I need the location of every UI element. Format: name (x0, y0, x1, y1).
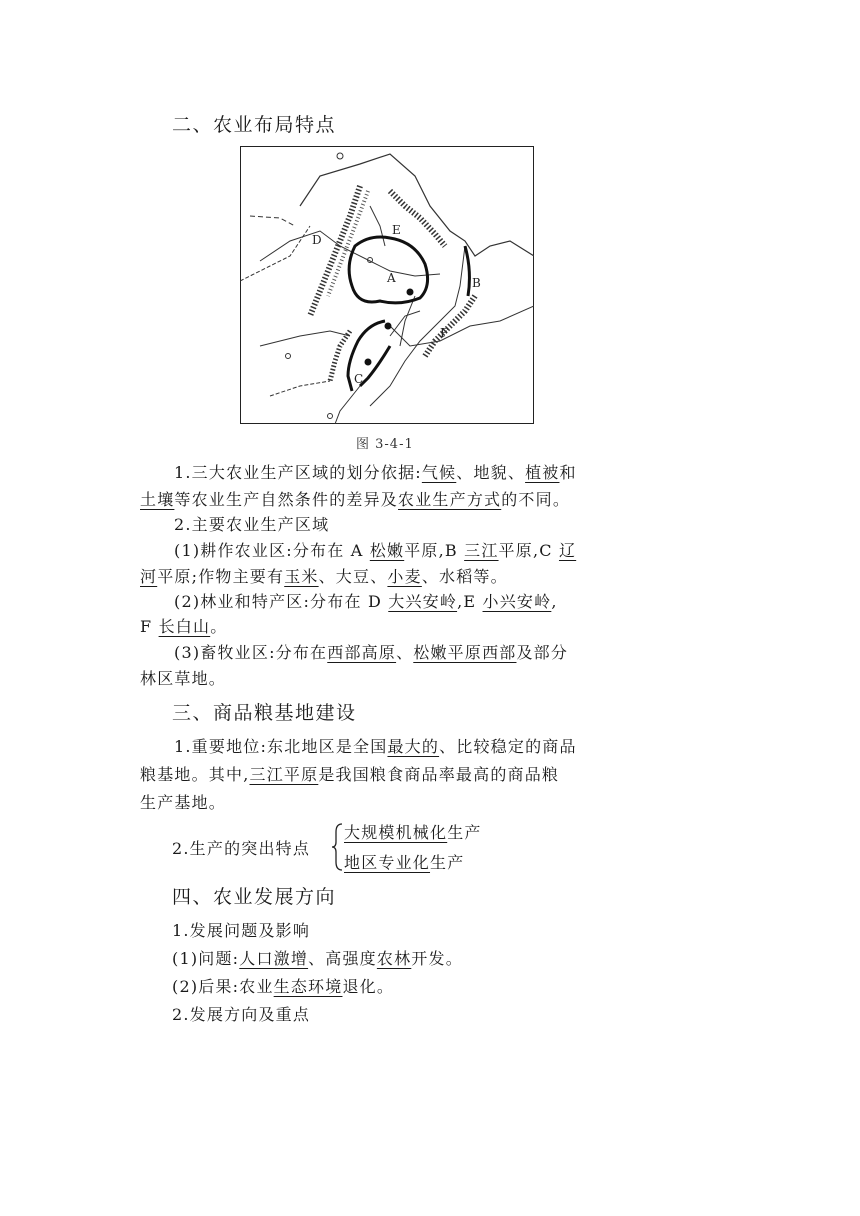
paragraph: 林区草地。 (140, 669, 227, 688)
paragraph: (1)问题:人口激增、高强度农林开发。 (172, 949, 463, 968)
map-label-e: E (392, 223, 401, 237)
paragraph: 粮基地。其中,三江平原是我国粮食商品率最高的商品粮 (140, 765, 560, 784)
paragraph: 1.重要地位:东北地区是全国最大的、比较稳定的商品 (174, 737, 577, 756)
paragraph: 河平原;作物主要有玉米、大豆、小麦、水稻等。 (140, 567, 508, 586)
paragraph: F 长白山。 (140, 617, 228, 636)
paragraph: 土壤等农业生产自然条件的差异及农业生产方式的不同。 (140, 490, 571, 509)
section-heading-grain-base: 三、商品粮基地建设 (172, 702, 357, 724)
map-label-c: C (354, 372, 364, 386)
paragraph: 1.发展问题及影响 (172, 921, 311, 940)
paragraph: 2.生产的突出特点 (172, 839, 311, 858)
figure-caption: 图 3-4-1 (356, 437, 414, 452)
paragraph: (2)后果:农业生态环境退化。 (172, 977, 395, 996)
paragraph: (3)畜牧业区:分布在西部高原、松嫩平原西部及部分 (174, 643, 569, 662)
paragraph: 大规模机械化生产 (344, 823, 482, 842)
paragraph: 地区专业化生产 (344, 853, 465, 872)
paragraph: (2)林业和特产区:分布在 D 大兴安岭,E 小兴安岭, (174, 592, 558, 611)
paragraph: 1.三大农业生产区域的划分依据:气候、地貌、植被和 (174, 463, 577, 482)
map-label-d: D (312, 233, 322, 247)
map-label-a: A (387, 271, 396, 285)
map-label-b: B (472, 276, 481, 290)
section-heading-development: 四、农业发展方向 (172, 886, 337, 908)
section-heading-layout: 二、农业布局特点 (172, 114, 337, 136)
paragraph: (1)耕作农业区:分布在 A 松嫩平原,B 三江平原,C 辽 (174, 541, 577, 560)
brace-icon (330, 822, 344, 872)
paragraph: 生产基地。 (140, 793, 227, 812)
map-label-f: F (440, 326, 449, 340)
paragraph: 2.主要农业生产区域 (174, 515, 330, 534)
northeast-agriculture-map (240, 146, 534, 424)
paragraph: 2.发展方向及重点 (172, 1005, 311, 1024)
